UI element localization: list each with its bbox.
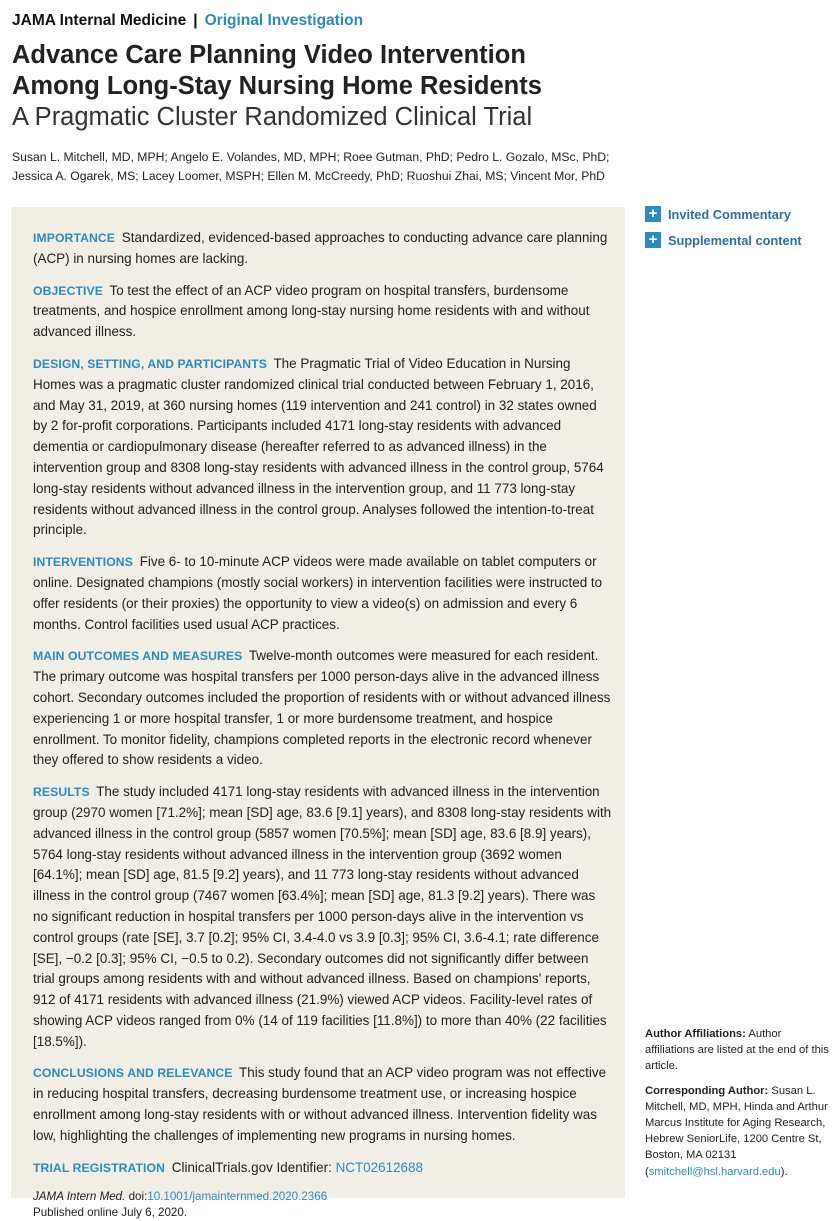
corresponding-email-link[interactable]: smitchell@hsl.harvard.edu [648, 1165, 781, 1178]
design-heading: DESIGN, SETTING, AND PARTICIPANTS [33, 356, 267, 371]
citation [33, 1189, 613, 1221]
journal-header [12, 12, 363, 30]
importance-text: Standardized, evidenced-based approaches to conducting advance care planning (ACP) in nursing homes are lacking. [33, 230, 608, 266]
author-affiliations-text: Author affiliations are listed at the end of this article. [645, 1028, 829, 1073]
invited-commentary-link[interactable] [645, 206, 830, 222]
outcomes-text: Twelve-month outcomes were measured for each resident. The primary outcome was hospital transfers per 1000 person-days alive in the advanced illness cohort. Secondary outcomes included the proportion of residents with or without advanced illness experiencing 1 or more hospital transfer, 1 or more burdensome treatment, and hospice enrollment. To monitor fidelity, champions completed reports in the electronic record whenever they offered to show residents a video. [33, 648, 611, 768]
results-heading: RESULTS [33, 785, 90, 800]
design-text: The Pragmatic Trial of Video Education in Nursing Homes was a pragmatic cluster randomized clinical trial conducted between February 1, 2016, and May 31, 2019, at 360 nursing homes (119 intervention and 241 control) in 32 states owned by 2 for-profit corporations. Participants included 4171 long-stay residents with advanced dementia or cardiopulmonary disease (hereafter referred to as advanced illness) in the intervention group and 8308 long-stay residents with advanced illness in the control group, 5764 long-stay residents without advanced illness in the intervention group, and 11 773 long-stay residents without advanced illness in the control group. Analyses followed the intention-to-treat principle. [33, 355, 604, 538]
plus-icon: + [645, 232, 661, 248]
author-affiliations [645, 1026, 833, 1075]
corresponding-author-end: ). [780, 1165, 788, 1178]
registration-text: ClinicalTrials.gov Identifier: [171, 1159, 332, 1175]
abstract-interventions [33, 552, 613, 635]
importance-heading: IMPORTANCE [33, 231, 116, 245]
corresponding-author-text: Susan L. Mitchell, MD, MPH, Hinda and Arthur Marcus Institute for Aging Research, Hebrew SeniorLife, 1200 Centre St, Boston, MA 02131 ( [645, 1084, 828, 1178]
abstract-registration [33, 1158, 613, 1179]
interventions-heading: INTERVENTIONS [33, 555, 133, 570]
invited-commentary-label: Invited Commentary [668, 206, 792, 222]
journal-name: JAMA Internal Medicine [12, 12, 187, 29]
abstract-design [33, 354, 613, 541]
authors-line-1: Susan L. Mitchell, MD, MPH; Angelo E. Volandes, MD, MPH; Roee Gutman, PhD; Pedro L. Gozalo, MSc, PhD; [12, 150, 610, 164]
abstract-objective [33, 281, 613, 343]
article-type[interactable]: Original Investigation [204, 12, 364, 29]
abstract-outcomes [33, 646, 613, 771]
interventions-text: Five 6- to 10-minute ACP videos were made available on tablet computers or online. Designated champions (mostly social workers) in intervention facilities were instructed to offer residents (or their proxies) the opportunity to view a video(s) on admission and every 6 months. Control facilities used usual ACP practices. [33, 554, 603, 632]
authors-line-2: Jessica A. Ogarek, MS; Lacey Loomer, MSPH; Ellen M. McCreedy, PhD; Ruoshui Zhai, MS; Vincent Mor, PhD [12, 169, 605, 183]
affiliations [645, 1026, 833, 1188]
side-links [645, 206, 830, 258]
supplemental-content-link[interactable] [645, 232, 830, 248]
corresponding-author-label: Corresponding Author: [645, 1084, 769, 1097]
journal-abbrev: JAMA Intern Med. [33, 1190, 126, 1204]
trial-id-link[interactable]: NCT02612688 [335, 1159, 423, 1175]
published-date: Published online July 6, 2020. [33, 1206, 188, 1220]
corresponding-author [645, 1083, 833, 1180]
title-line-1: Advance Care Planning Video Intervention [12, 41, 526, 69]
plus-icon: + [645, 206, 661, 222]
objective-text: To test the effect of an ACP video program on hospital transfers, burdensome treatments, and hospice enrollment among long-stay nursing home residents with and without advanced illness. [33, 282, 590, 340]
results-text: The study included 4171 long-stay residents with advanced illness in the intervention group (2970 women [71.2%]; mean [SD] age, 83.6 [9.1] years), and 8308 long-stay residents with advanced illness in the control group (5857 women [70.5%]; mean [SD] age, 83.6 [8.9] years), 5764 long-stay residents without advanced illness in the intervention group (3692 women [64.1%]; mean [SD] age, 81.5 [9.2] years), and 11 773 long-stay residents without advanced illness in the control group (7467 women [63.4%]; mean [SD] age, 81.3 [9.2] years). There was no significant reduction in hospital transfers per 1000 person-days alive in the intervention vs control groups (rate [SE], 3.7 [0.2]; 95% CI, 3.4-4.0 vs 3.9 [0.3]; 95% CI, 3.6-4.1; rate difference [SE], −0.2 [0.3]; 95% CI, −0.5 to 0.2). Secondary outcomes did not significantly differ between trial groups among residents with and without advanced illness. Based on champions' reports, 912 of 4171 residents with advanced illness (21.9%) viewed ACP videos. Facility-level rates of showing ACP videos ranged from 0% (14 of 119 facilities [11.8%]) to more than 40% (22 facilities [18.5%]). [33, 784, 612, 1049]
doi-link[interactable]: 10.1001/jamainternmed.2020.2366 [147, 1190, 328, 1204]
outcomes-heading: MAIN OUTCOMES AND MEASURES [33, 649, 243, 664]
abstract-conclusions [33, 1063, 613, 1146]
title-line-2: Among Long-Stay Nursing Home Residents [12, 72, 542, 100]
author-affiliations-label: Author Affiliations: [645, 1028, 746, 1040]
objective-heading: OBJECTIVE [33, 283, 103, 298]
abstract-importance [33, 228, 613, 270]
abstract-results [33, 782, 613, 1052]
abstract-box [11, 207, 625, 1220]
doi-prefix: doi: [128, 1190, 148, 1204]
title-subtitle: A Pragmatic Cluster Randomized Clinical Trial [12, 103, 533, 131]
conclusions-heading: CONCLUSIONS AND RELEVANCE [33, 1066, 233, 1081]
conclusions-text: This study found that an ACP video program was not effective in reducing hospital transfers, decreasing burdensome treatment use, or increasing hospice enrollment among long-stay residents with or without advanced illness. Intervention fidelity was low, highlighting the challenges of implementing new programs in nursing homes. [33, 1065, 607, 1143]
registration-heading: TRIAL REGISTRATION [33, 1160, 166, 1175]
article-title [12, 40, 812, 133]
header-separator: | [193, 12, 198, 29]
author-list [12, 148, 812, 186]
supplemental-content-label: Supplemental content [668, 232, 802, 248]
